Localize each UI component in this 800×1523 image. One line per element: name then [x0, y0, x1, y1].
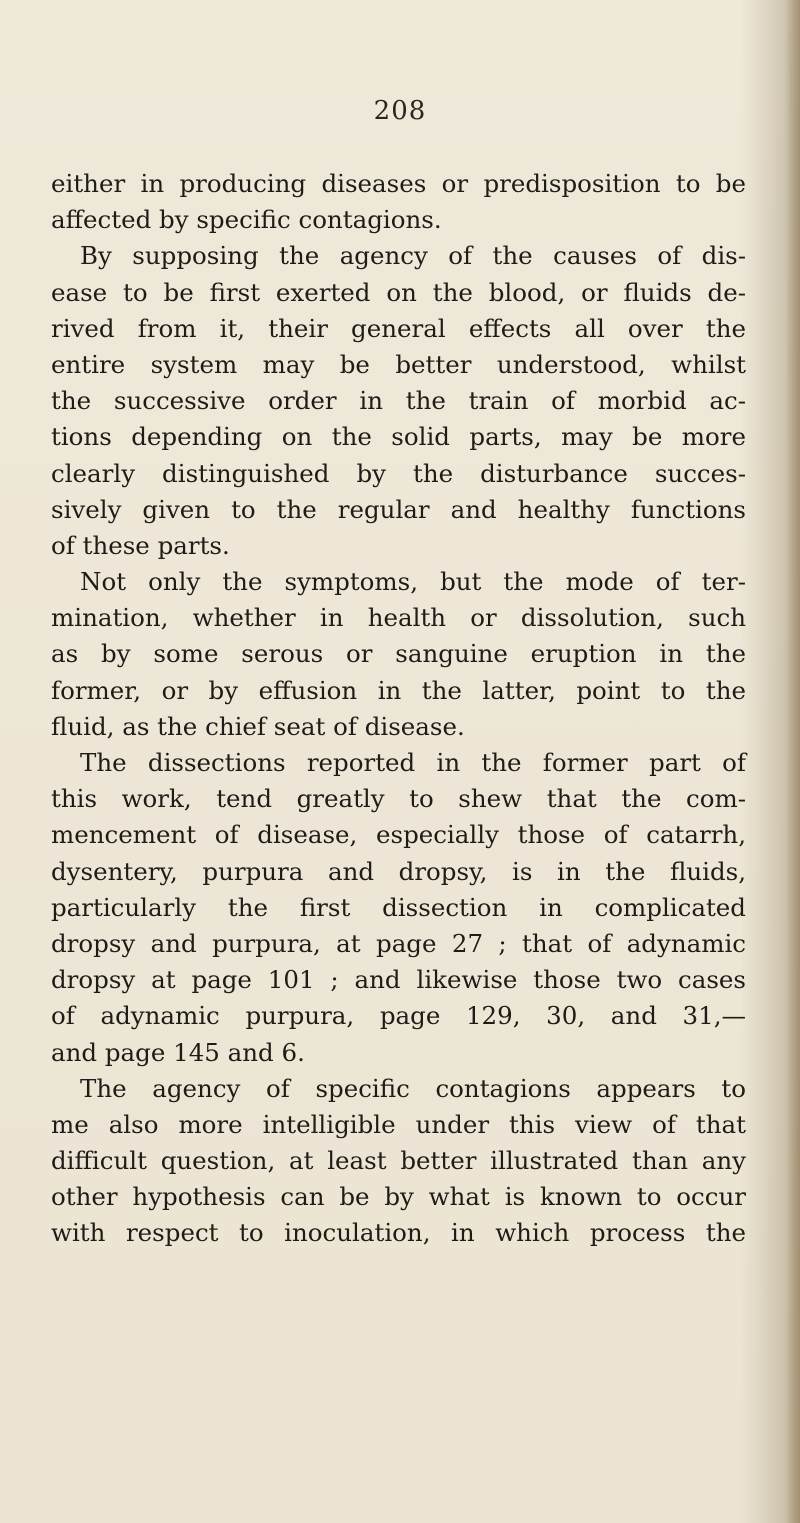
page-edge-shading	[786, 0, 800, 1523]
text-line: dropsy and purpura, at page 27 ; that of adynamic	[51, 928, 746, 958]
text-line: former, or by effusion in the latter, point to the	[51, 675, 746, 705]
text-line: fluid, as the chief seat of disease.	[51, 711, 465, 741]
text-line: with respect to inoculation, in which process the	[51, 1218, 746, 1248]
text-line: affected by specific contagions.	[51, 205, 442, 235]
text-line: The agency of specific contagions appears to	[80, 1073, 746, 1103]
text-line: of these parts.	[51, 530, 230, 560]
text-line: and page 145 and 6.	[51, 1037, 305, 1067]
text-line: mination, whether in health or dissolution, such	[51, 603, 746, 633]
text-line: Not only the symptoms, but the mode of ter-	[80, 567, 746, 597]
text-line: the successive order in the train of morbid ac-	[51, 386, 746, 416]
text-line: dysentery, purpura and dropsy, is in the fluids,	[51, 856, 746, 886]
text-line: this work, tend greatly to shew that the com-	[51, 784, 746, 814]
text-line: entire system may be better understood, whilst	[51, 349, 746, 379]
text-line: as by some serous or sanguine eruption in the	[51, 639, 746, 669]
text-line: difficult question, at least better illustrated than any	[51, 1146, 746, 1176]
text-line: other hypothesis can be by what is known to occur	[51, 1182, 746, 1212]
text-line: particularly the first dissection in complicated	[51, 892, 746, 922]
text-line: clearly distinguished by the disturbance succes-	[51, 458, 746, 488]
page-number: 208	[373, 96, 427, 126]
text-line: tions depending on the solid parts, may be more	[51, 422, 746, 452]
text-line: of adynamic purpura, page 129, 30, and 31,—	[51, 1001, 746, 1031]
text-line: rived from it, their general effects all over the	[51, 313, 746, 343]
text-line: either in producing diseases or predisposition to be	[51, 169, 746, 198]
text-line: The dissections reported in the former part of	[80, 748, 746, 777]
text-line: sively given to the regular and healthy functions	[51, 494, 746, 524]
text-line: mencement of disease, especially those of catarrh,	[51, 820, 746, 850]
text-line: me also more intelligible under this view of that	[51, 1109, 746, 1139]
text-line: By supposing the agency of the causes of dis-	[80, 241, 746, 271]
text-line: ease to be first exerted on the blood, or fluids de-	[51, 277, 746, 307]
text-line: dropsy at page 101 ; and likewise those two cases	[51, 965, 746, 995]
body-text	[51, 166, 746, 1252]
